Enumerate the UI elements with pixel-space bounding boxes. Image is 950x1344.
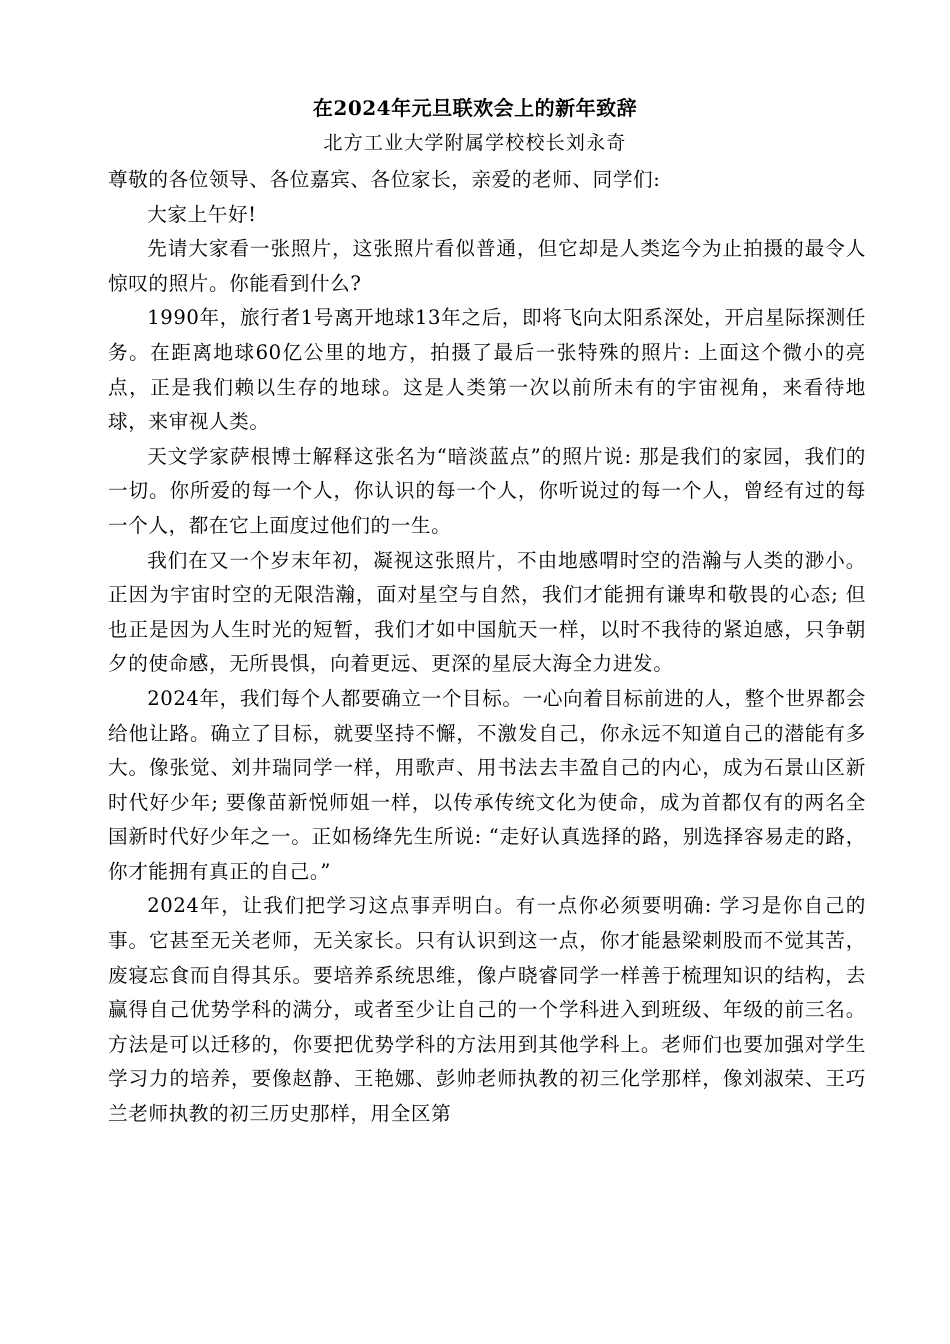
paragraph: 我们在又一个岁末年初，凝视这张照片，不由地感喟时空的浩瀚与人类的渺小。正因为宇宙时空的无限浩瀚，面对星空与自然，我们才能拥有谦卑和敬畏的心态; 但也正是因为人生时光的短暂，我们才如中国航天一样，以时不我待的紧迫感，只争朝夕的使命感，无所畏惧，向着更远、更深的星辰大海全力进发。 (108, 548, 866, 676)
paragraph: 2024年，让我们把学习这点事弄明白。有一点你必须要明确: 学习是你自己的事。它甚至无关老师，无关家长。只有认识到这一点，你才能悬梁刺股而不觉其苦，废寝忘食而自得其乐。要培养系统思维，像卢晓睿同学一样善于梳理知识的结构，去赢得自己优势学科的满分，或者至少让自己的一个学科进入到班级、年级的前三名。方法是可以迁移的，你要把优势学科的方法用到其他学科上。老师们也要加强对学生学习力的培养，要像赵静、王艳娜、彭帅老师执教的初三化学那样，像刘淑荣、王巧兰老师执教的初三历史那样，用全区第 (108, 894, 866, 1126)
author-line: 北方工业大学附属学校校长刘永奇 (323, 132, 627, 154)
document-title: 在2024年元旦联欢会上的新年致辞 (312, 96, 638, 120)
salutation: 尊敬的各位领导、各位嘉宾、各位家长，亲爱的老师、同学们: (108, 168, 661, 191)
paragraph-greeting: 大家上午好! (147, 202, 257, 226)
paragraph: 1990年，旅行者1号离开地球13年之后，即将飞向太阳系深处，开启星际探测任务。在距离地球60亿公里的地方，拍摄了最后一张特殊的照片: 上面这个微小的亮点，正是我们赖以生存的地球。这是人类第一次以前所未有的宇宙视角，来看待地球，来审视人类。 (108, 306, 866, 434)
paragraph: 天文学家萨根博士解释这张名为“暗淡蓝点”的照片说: 那是我们的家园，我们的一切。你所爱的每一个人，你认识的每一个人，你听说过的每一个人，曾经有过的每一个人，都在它上面度过他们的一生。 (108, 444, 866, 537)
paragraph: 2024年，我们每个人都要确立一个目标。一心向着目标前进的人，整个世界都会给他让路。确立了目标，就要坚持不懈，不激发自己，你永远不知道自己的潜能有多大。像张觉、刘井瑞同学一样，用歌声、用书法去丰盈自己的内心，成为石景山区新时代好少年; 要像苗新悦师姐一样，以传承传统文化为使命，成为首都仅有的两名全国新时代好少年之一。正如杨绛先生所说: “走好认真选择的路，别选择容易走的路，你才能拥有真正的自己。” (108, 686, 866, 883)
paragraph: 先请大家看一张照片，这张照片看似普通，但它却是人类迄今为止拍摄的最令人惊叹的照片。你能看到什么? (108, 237, 866, 295)
document-body (108, 163, 866, 1132)
